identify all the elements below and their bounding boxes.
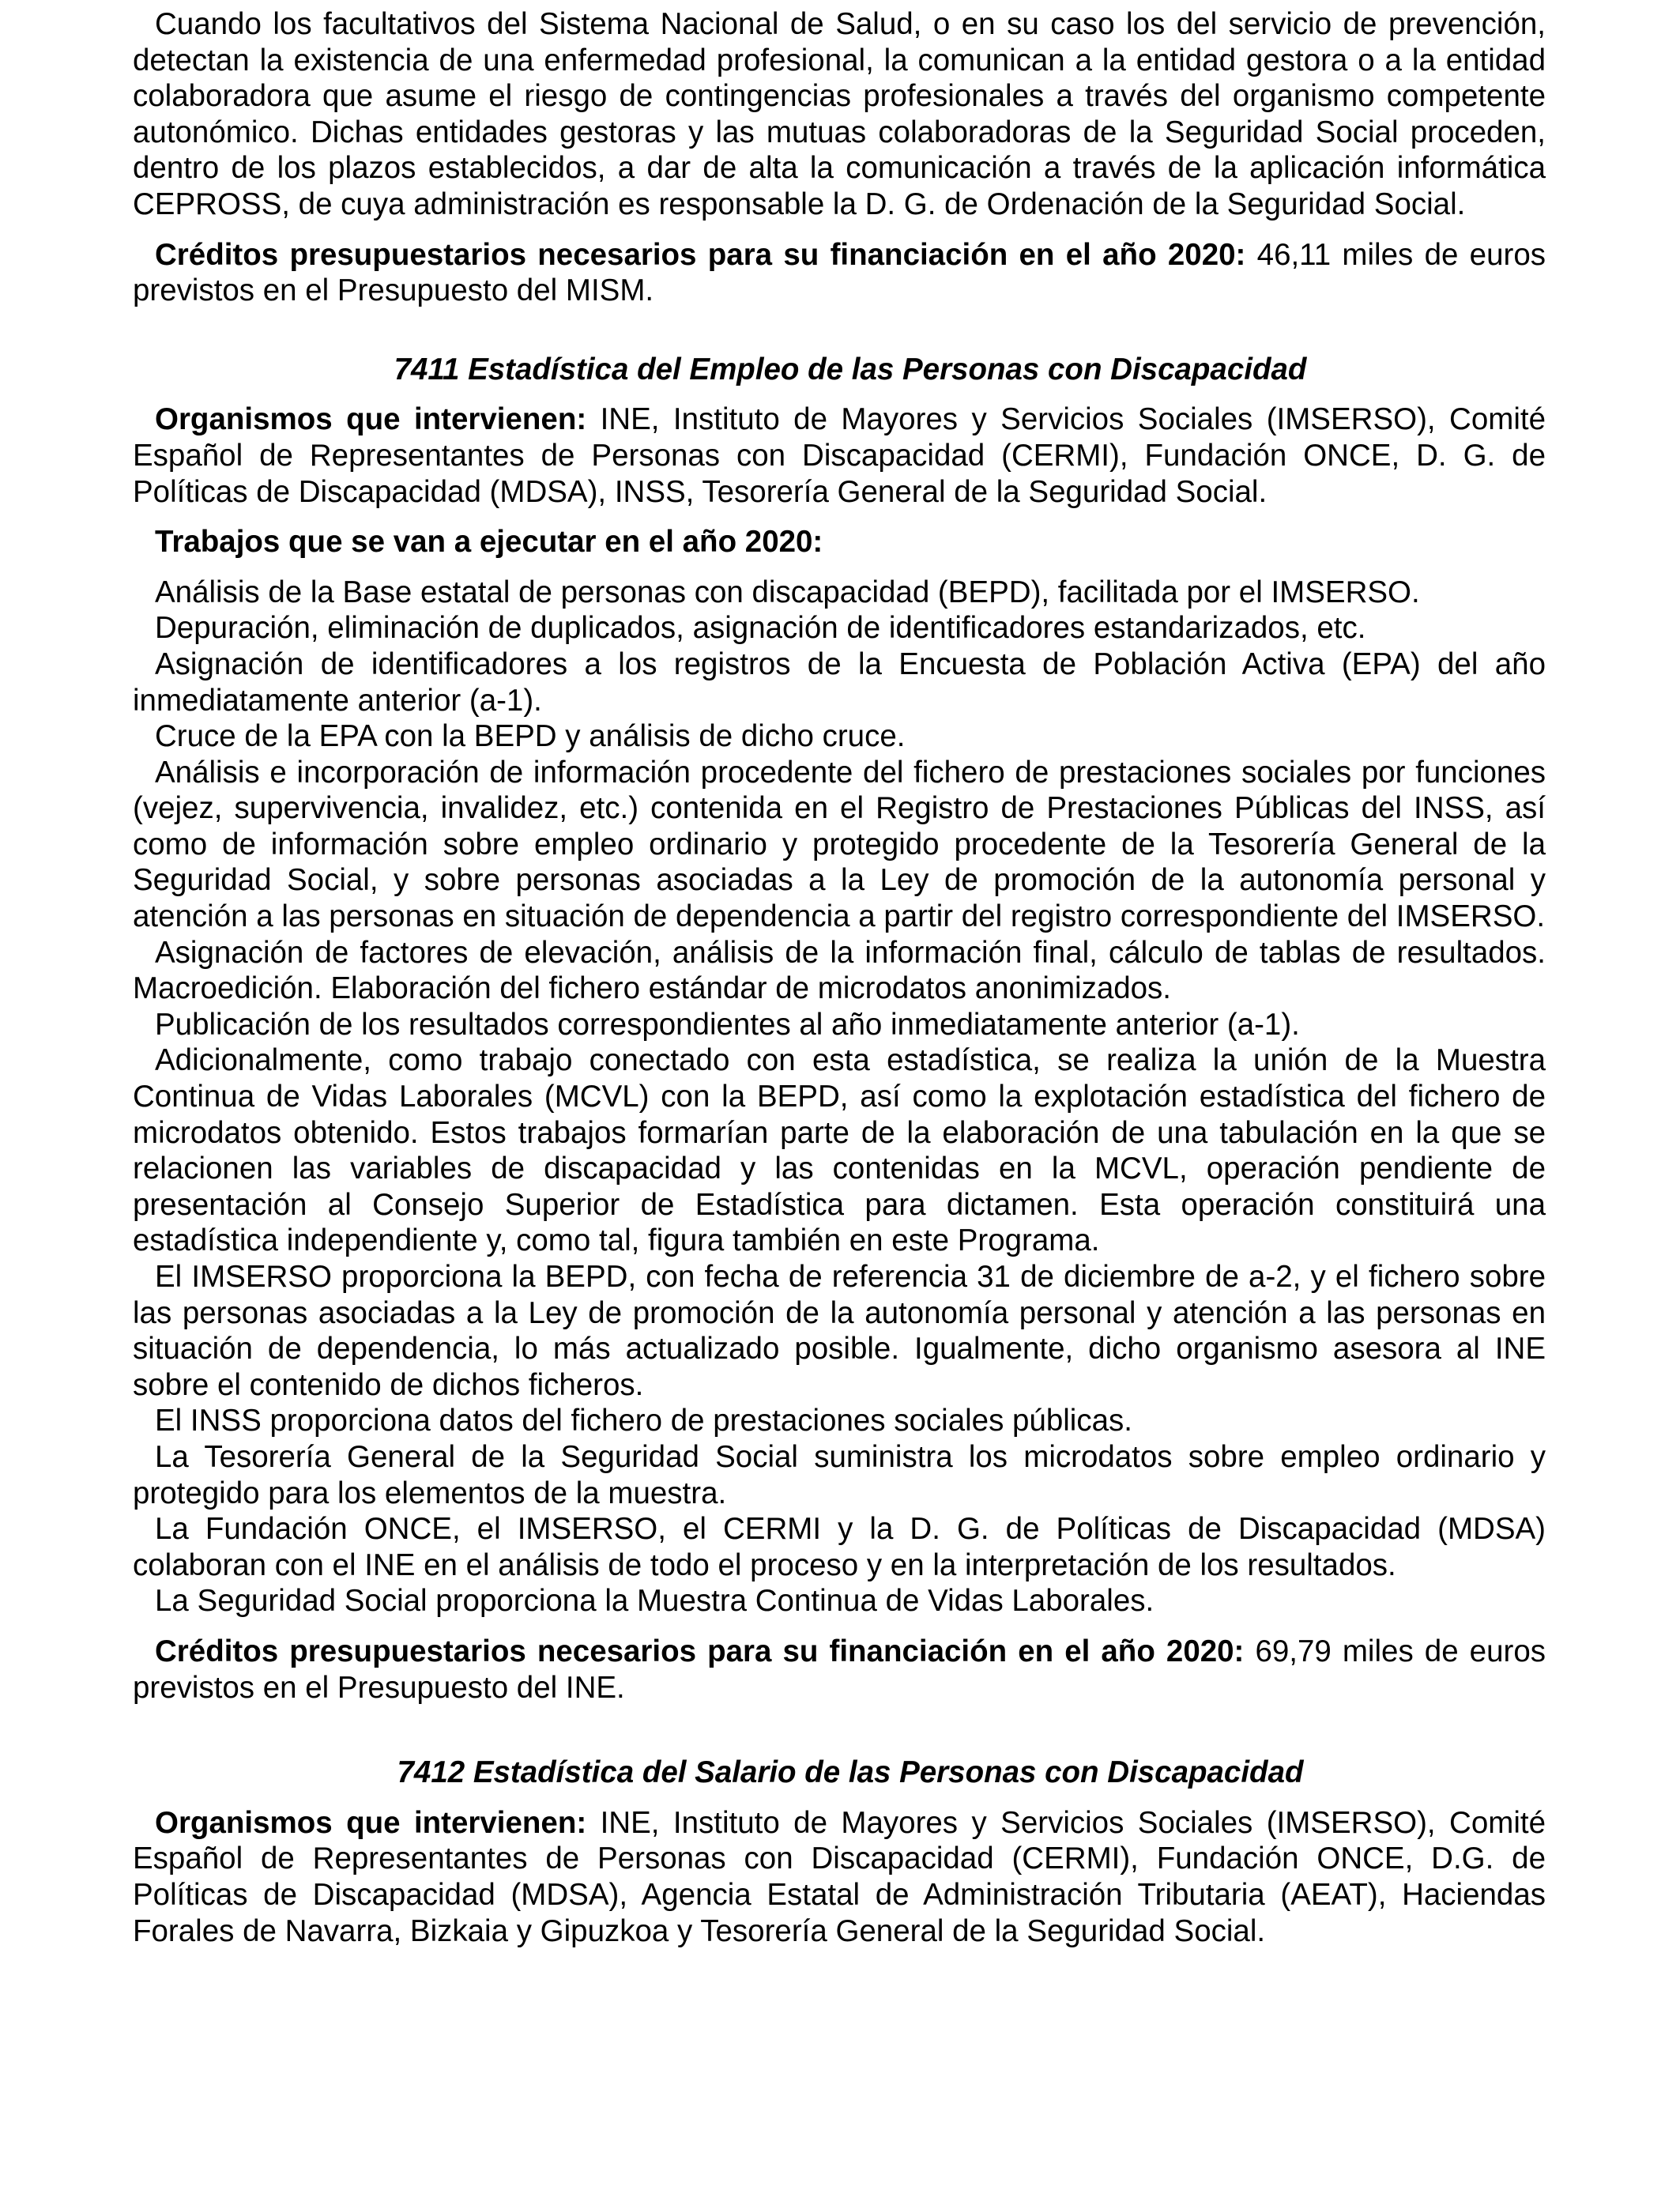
work-item: La Fundación ONCE, el IMSERSO, el CERMI y la D. G. de Políticas de Discapacidad (MDSA) colaboran con el INE en el análisis de todo el proceso y en la interpretación de los resultados. — [133, 1512, 1546, 1582]
spacer — [133, 1791, 1546, 1805]
work-item: Análisis e incorporación de información procedente del fichero de prestaciones sociales por funciones (vejez, supervivencia, invalidez, etc.) contenida en el Registro de Prestaciones Públicas del INSS, así como de información sobre empleo ordinario y protegido procedente de la Tesorería General de la Seguridad Social, y sobre personas asociadas a la Ley de promoción de la autonomía personal y atención a las personas en situación de dependencia a partir del registro correspondiente del IMSERSO. — [133, 755, 1546, 934]
work-item: Adicionalmente, como trabajo conectado con esta estadística, se realiza la unión de la Muestra Continua de Vidas Laborales (MCVL) con la BEPD, así como la explotación estadística del fichero de microdatos obtenido. Estos trabajos formarían parte de la elaboración de una tabulación en la que se relacionen las variables de discapacidad y las contenidas en la MCVL, operación pendiente de presentación al Consejo Superior de Estadística para dictamen. Esta operación constituirá una estadística independiente y, como tal, figura también en este Programa. — [133, 1043, 1546, 1258]
organisms-paragraph-7412 — [133, 1805, 1546, 1949]
work-item: Cruce de la EPA con la BEPD y análisis de dicho cruce. — [155, 719, 906, 754]
spacer — [133, 560, 1546, 575]
work-item: Asignación de factores de elevación, análisis de la información final, cálculo de tablas de resultados. Macroedición. Elaboración del fichero estándar de microdatos anonimizados. — [133, 935, 1546, 1006]
intro-paragraph: Cuando los facultativos del Sistema Nacional de Salud, o en su caso los del servicio de prevención, detectan la existencia de una enfermedad profesional, la comunican a la entidad gestora o a la entidad colaboradora que asume el riesgo de contingencias profesionales a través del organismo competente autonómico. Dichas entidades gestoras y las mutuas colaboradoras de la Seguridad Social proceden, dentro de los plazos establecidos, a dar de alta la comunicación a través de la aplicación informática CEPROSS, de cuya administración es responsable la D. G. de Ordenación de la Seguridad Social. — [133, 7, 1546, 221]
work-item: El INSS proporciona datos del fichero de prestaciones sociales públicas. — [155, 1404, 1132, 1438]
section-heading-7412: 7412 Estadística del Salario de las Personas con Discapacidad — [397, 1755, 1304, 1790]
spacer — [133, 1706, 1546, 1755]
budget-credit-value: 69,79 miles de euros previstos en el Presupuesto del INE. — [133, 1634, 1546, 1705]
work-label-7411: Trabajos que se van a ejecutar en el año 2020: — [155, 525, 823, 560]
work-item: Publicación de los resultados correspondientes al año inmediatamente anterior (a-1). — [155, 1007, 1300, 1042]
work-item: Análisis de la Base estatal de personas con discapacidad (BEPD), facilitada por el IMSERSO. — [155, 575, 1420, 609]
organisms-value: INE, Instituto de Mayores y Servicios Sociales (IMSERSO), Comité Español de Representantes de Personas con Discapacidad (CERMI), Fundación ONCE, D.G. de Políticas de Discapacidad (MDSA), Agencia Estatal de Administración Tributaria (AEAT), Haciendas Forales de Navarra, Bizkaia y Gipuzkoa y Tesorería General de la Seguridad Social. — [133, 1805, 1546, 1948]
work-item: La Seguridad Social proporciona la Muestra Continua de Vidas Laborales. — [155, 1584, 1155, 1619]
organisms-label: Organismos que intervienen: — [155, 1805, 587, 1840]
organisms-value: INE, Instituto de Mayores y Servicios Sociales (IMSERSO), Comité Español de Representantes de Personas con Discapacidad (CERMI), Fundación ONCE, D. G. de Políticas de Discapacidad (MDSA), INSS, Tesorería General de la Seguridad Social. — [133, 402, 1546, 509]
work-item: Asignación de identificadores a los registros de la Encuesta de Población Activa (EPA) del año inmediatamente anterior (a-1). — [133, 647, 1546, 718]
spacer — [133, 223, 1546, 237]
budget-credit-label: Créditos presupuestarios necesarios para su financiación en el año 2020: — [155, 237, 1246, 272]
spacer — [133, 510, 1546, 524]
section-heading-7411: 7411 Estadística del Empleo de las Personas con Discapacidad — [394, 352, 1307, 386]
organisms-paragraph-7411 — [133, 401, 1546, 510]
document-page — [133, 6, 1546, 1949]
work-item: Depuración, eliminación de duplicados, asignación de identificadores estandarizados, etc. — [155, 611, 1366, 646]
organisms-label: Organismos que intervienen: — [155, 402, 587, 437]
spacer — [133, 1619, 1546, 1634]
spacer — [133, 387, 1546, 401]
budget-credit-label: Créditos presupuestarios necesarios para su financiación en el año 2020: — [155, 1634, 1245, 1668]
work-item: La Tesorería General de la Seguridad Social suministra los microdatos sobre empleo ordinario y protegido para los elementos de la muestra. — [133, 1439, 1546, 1510]
work-item: El IMSERSO proporciona la BEPD, con fecha de referencia 31 de diciembre de a-2, y el fichero sobre las personas asociadas a la Ley de promoción de la autonomía personal y atención a las personas en situación de dependencia, lo más actualizado posible. Igualmente, dicho organismo asesora al INE sobre el contenido de dichos ficheros. — [133, 1260, 1546, 1402]
budget-credit-paragraph — [133, 237, 1546, 309]
budget-credit-paragraph-7411 — [133, 1634, 1546, 1706]
spacer — [133, 309, 1546, 352]
budget-credit-value: 46,11 miles de euros previstos en el Presupuesto del MISM. — [133, 237, 1546, 308]
